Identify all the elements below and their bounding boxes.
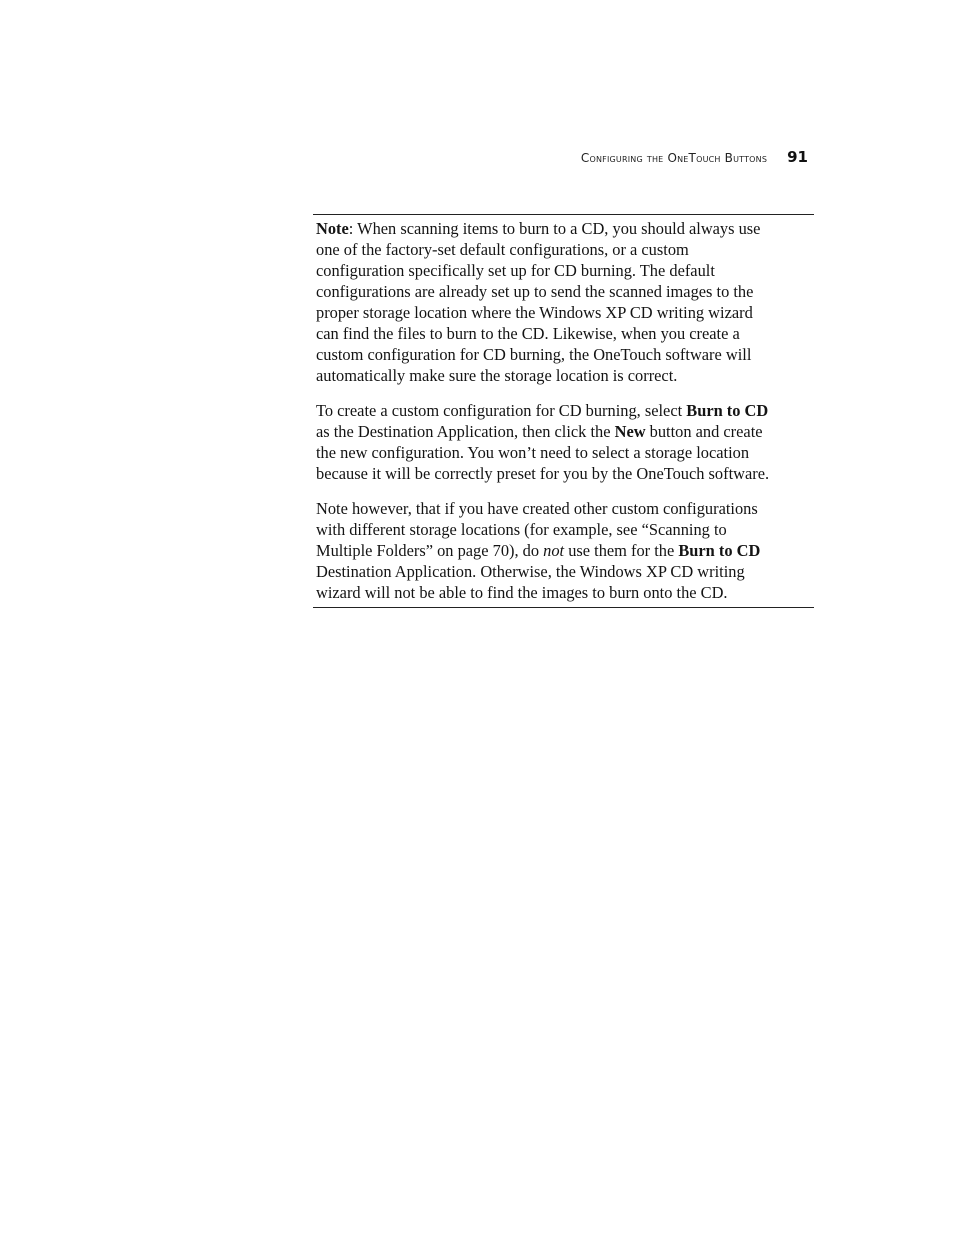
text-line: one of the factory-set default configurations, or a custom <box>316 240 689 259</box>
text-line: configuration specifically set up for CD burning. The default <box>316 261 715 280</box>
text-line: configurations are already set up to send the scanned images to the <box>316 282 754 301</box>
text-line: the new configuration. You won’t need to select a storage location <box>316 443 750 462</box>
text-line: can find the files to burn to the CD. Likewise, when you create a <box>316 324 740 343</box>
text-line <box>316 400 808 421</box>
text-line <box>316 218 808 239</box>
burn-to-cd-term: Burn to CD <box>678 541 761 560</box>
note-box <box>313 214 814 608</box>
page-number: 91 <box>787 148 808 166</box>
text-line: because it will be correctly preset for you by the OneTouch software. <box>316 464 770 483</box>
text-run: button and create <box>645 422 763 441</box>
new-button-term: New <box>614 422 646 441</box>
text-run: : When scanning items to burn to a CD, you should always use <box>348 219 761 238</box>
emphasis-not: not <box>543 541 565 560</box>
text-line <box>316 421 808 442</box>
text-run: as the Destination Application, then click the <box>316 422 615 441</box>
text-line <box>316 540 808 561</box>
text-line: with different storage locations (for example, see “Scanning to <box>316 520 727 539</box>
text-line: proper storage location where the Windows XP CD writing wizard <box>316 303 753 322</box>
text-line: Destination Application. Otherwise, the Windows XP CD writing <box>316 562 745 581</box>
burn-to-cd-term: Burn to CD <box>686 401 769 420</box>
text-line: wizard will not be able to find the images to burn onto the CD. <box>316 583 728 602</box>
note-paragraph-3 <box>316 498 808 603</box>
text-line: custom configuration for CD burning, the OneTouch software will <box>316 345 752 364</box>
note-paragraph-1 <box>316 218 808 386</box>
note-paragraph-2 <box>316 400 808 484</box>
text-run: use them for the <box>564 541 679 560</box>
chapter-title: Configuring the OneTouch Buttons <box>580 151 768 165</box>
text-line: Note however, that if you have created other custom configurations <box>316 499 758 518</box>
text-run: To create a custom configuration for CD burning, select <box>316 401 687 420</box>
note-label: Note <box>316 219 349 238</box>
text-run: Multiple Folders” on page 70), do <box>316 541 544 560</box>
running-header <box>480 147 808 166</box>
text-line: automatically make sure the storage location is correct. <box>316 366 678 385</box>
